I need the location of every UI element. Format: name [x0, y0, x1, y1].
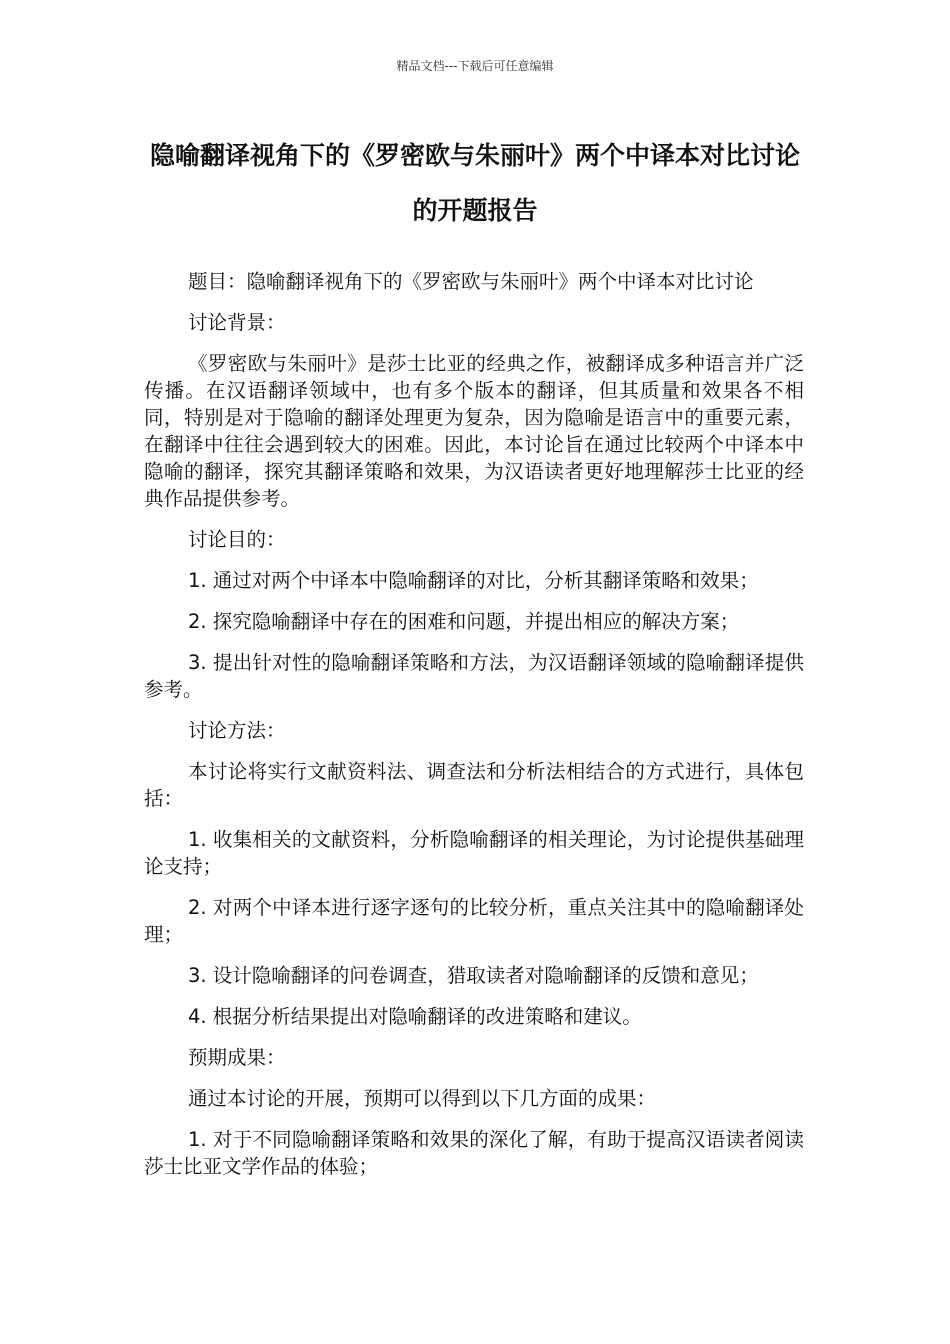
list-item-purpose-1: 1. 通过对两个中译本中隐喻翻译的对比，分析其翻译策略和效果； — [188, 569, 759, 592]
list-item-method-3: 3. 设计隐喻翻译的问卷调查，猎取读者对隐喻翻译的反馈和意见； — [188, 964, 759, 987]
list-item-method-4: 4. 根据分析结果提出对隐喻翻译的改进策略和建议。 — [188, 1005, 642, 1028]
page-header: 精品文档---下载后可任意编辑 — [396, 59, 554, 73]
list-item-purpose-2: 2. 探究隐喻翻译中存在的困难和问题，并提出相应的解决方案； — [188, 610, 740, 633]
paragraph-topic: 题目：隐喻翻译视角下的《罗密欧与朱丽叶》两个中译本对比讨论 — [188, 270, 754, 293]
list-item-method-2: 2. 对两个中译本进行逐字逐句的比较分析，重点关注其中的隐喻翻译处理； — [144, 896, 804, 946]
heading-expected-results: 预期成果： — [188, 1046, 286, 1069]
paragraph-expected-results: 通过本讨论的开展，预期可以得到以下几方面的成果： — [188, 1087, 657, 1110]
document-title: 隐喻翻译视角下的《罗密欧与朱丽叶》两个中译本对比讨论的开题报告 — [149, 141, 800, 225]
document-body — [144, 268, 804, 1194]
heading-background: 讨论背景： — [188, 311, 286, 334]
list-item-method-1: 1. 收集相关的文献资料，分析隐喻翻译的相关理论，为讨论提供基础理论支持； — [144, 828, 804, 878]
heading-purpose: 讨论目的： — [188, 528, 286, 551]
paragraph-method: 本讨论将实行文献资料法、调查法和分析法相结合的方式进行，具体包括： — [144, 760, 804, 810]
paragraph-background: 《罗密欧与朱丽叶》是莎士比亚的经典之作，被翻译成多种语言并广泛传播。在汉语翻译领域中，也有多个版本的翻译，但其质量和效果各不相同，特别是对于隐喻的翻译处理更为复杂，因为隐喻是语言中的重要元素，在翻译中往往会遇到较大的困难。因此，本讨论旨在通过比较两个中译本中隐喻的翻译，探究其翻译策略和效果，为汉语读者更好地理解莎士比亚的经典作品提供参考。 — [144, 352, 804, 510]
list-item-purpose-3: 3. 提出针对性的隐喻翻译策略和方法，为汉语翻译领域的隐喻翻译提供参考。 — [144, 651, 804, 701]
list-item-result-1: 1. 对于不同隐喻翻译策略和效果的深化了解，有助于提高汉语读者阅读莎士比亚文学作品的体验； — [144, 1128, 804, 1178]
heading-method: 讨论方法： — [188, 719, 286, 742]
